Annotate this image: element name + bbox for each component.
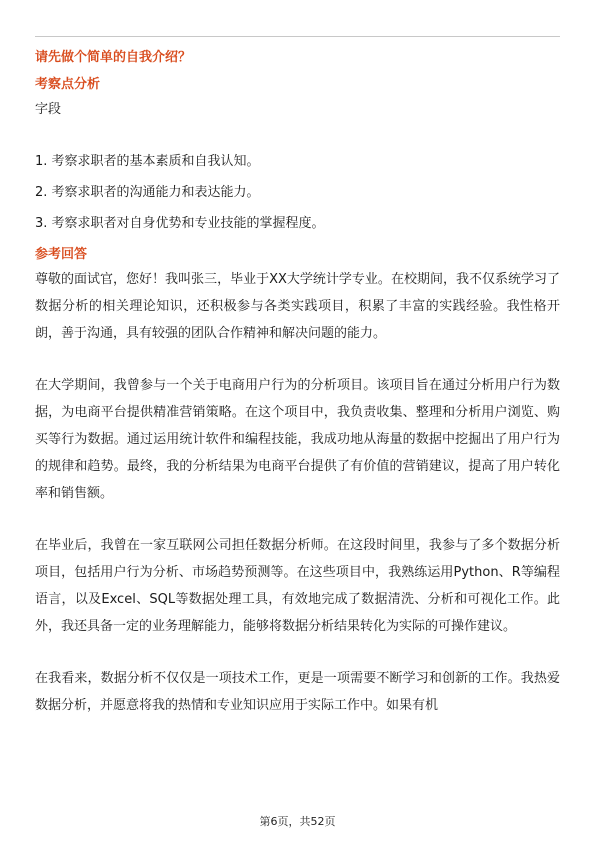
field-label: 字段 bbox=[35, 102, 62, 117]
list-item: 2. 考察求职者的沟通能力和表达能力。 bbox=[35, 185, 260, 200]
list-item: 3. 考察求职者对自身优势和专业技能的掌握程度。 bbox=[35, 216, 325, 231]
header-rule bbox=[35, 36, 560, 37]
page-content bbox=[35, 47, 560, 744]
answer-paragraph: 在毕业后，我曾在一家互联网公司担任数据分析师。在这段时间里，我参与了多个数据分析项目，包括用户行为分析、市场趋势预测等。在这些项目中，我熟练运用Python、R等编程语言，以及Excel、SQL等数据处理工具，有效地完成了数据清洗、分析和可视化工作。此外，我还具备一定的业务理解能力，能够将数据分析结果转化为实际的可操作建议。 bbox=[35, 538, 560, 634]
answer-heading: 参考回答 bbox=[35, 247, 88, 262]
question-title: 请先做个简单的自我介绍？ bbox=[35, 50, 192, 65]
answer-paragraph: 在我看来，数据分析不仅仅是一项技术工作，更是一项需要不断学习和创新的工作。我热爱数据分析，并愿意将我的热情和专业知识应用于实际工作中。如果有机 bbox=[35, 671, 560, 713]
list-item: 1. 考察求职者的基本素质和自我认知。 bbox=[35, 154, 260, 169]
analysis-list bbox=[35, 151, 560, 235]
analysis-heading: 考察点分析 bbox=[35, 77, 101, 92]
page-number: 第6页，共52页 bbox=[259, 815, 336, 828]
answer-paragraph: 在大学期间，我曾参与一个关于电商用户行为的分析项目。该项目旨在通过分析用户行为数据，为电商平台提供精准营销策略。在这个项目中，我负责收集、整理和分析用户浏览、购买等行为数据。通过运用统计软件和编程技能，我成功地从海量的数据中挖掘出了用户行为的规律和趋势。最终，我的分析结果为电商平台提供了有价值的营销建议，提高了用户转化率和销售额。 bbox=[35, 378, 560, 501]
answer-paragraph: 尊敬的面试官，您好！我叫张三，毕业于XX大学统计学专业。在校期间，我不仅系统学习了数据分析的相关理论知识，还积极参与各类实践项目，积累了丰富的实践经验。我性格开朗，善于沟通，具有较强的团队合作精神和解决问题的能力。 bbox=[35, 272, 560, 341]
